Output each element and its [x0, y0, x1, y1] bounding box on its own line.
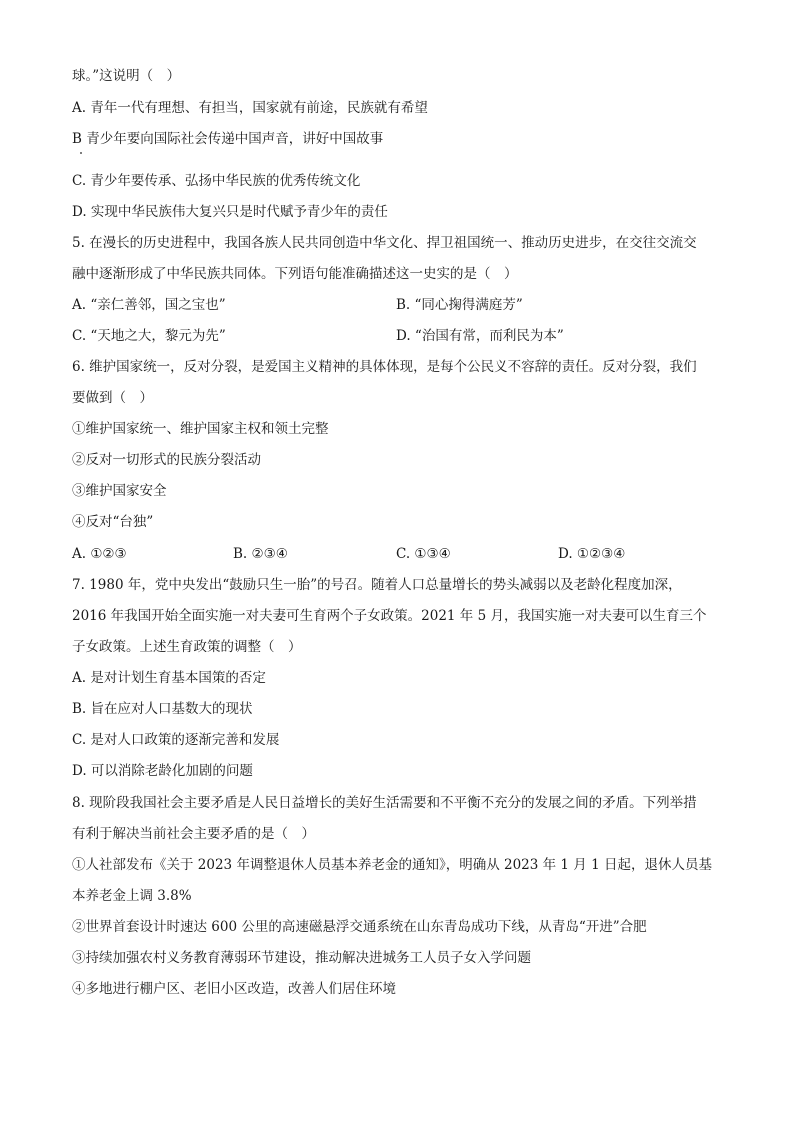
q8-item-1-line-2: 本养老金上调 3.8% — [72, 888, 192, 904]
q8-item-2: ②世界首套设计时速达 600 公里的高速磁悬浮交通系统在山东青岛成功下线，从青岛“开进”合肥 — [72, 919, 647, 935]
q6-option-c: C. ①③④ — [396, 546, 451, 562]
q5-stem-line-2: 融中逐渐形成了中华民族共同体。下列语句能准确描述这一史实的是（ ） — [72, 266, 518, 282]
q6-item-4: ④反对“台独” — [72, 514, 154, 530]
q7-stem-line-1: 7. 1980 年，党中央发出“鼓励只生一胎”的号召。随着人口总量增长的势头减弱以及老龄化程度加深， — [72, 577, 682, 593]
q6-item-3: ③维护国家安全 — [72, 483, 167, 499]
q7-stem-line-2: 2016 年我国开始全面实施一对夫妻可生育两个子女政策。2021 年 5 月，我国实施一对夫妻可以生育三个 — [72, 608, 707, 624]
q8-item-1-line-1: ①人社部发布《关于 2023 年调整退休人员基本养老金的通知》，明确从 2023 年 1 月 1 日起，退休人员基 — [72, 857, 712, 873]
q6-stem-line-2: 要做到（ ） — [72, 390, 153, 406]
q8-stem-line-2: 有利于解决当前社会主要矛盾的是（ ） — [72, 826, 315, 842]
q8-item-3: ③持续加强农村义务教育薄弱环节建设，推动解决进城务工人员子女入学问题 — [72, 950, 531, 966]
q4-option-b: B 青少年要向国际社会传递中国声音，讲好中国故事 — [72, 131, 384, 147]
q5-option-a: A. “亲仁善邻，国之宝也” — [72, 297, 226, 313]
q5-option-c: C. “天地之大，黎元为先” — [72, 328, 226, 344]
q4-option-c: C. 青少年要传承、弘扬中华民族的优秀传统文化 — [72, 173, 361, 189]
q8-stem-line-1: 8. 现阶段我国社会主要矛盾是人民日益增长的美好生活需要和不平衡不充分的发展之间的矛盾。下列举措 — [72, 795, 697, 811]
stray-dot-mark — [80, 152, 82, 154]
q5-option-b: B. “同心掬得满庭芳” — [396, 297, 523, 313]
q7-option-a: A. 是对计划生育基本国策的否定 — [72, 670, 266, 686]
q5-stem-line-1: 5. 在漫长的历史进程中，我国各族人民共同创造中华文化、捍卫祖国统一、推动历史进步，在交往交流交 — [72, 235, 697, 251]
q7-option-d: D. 可以消除老龄化加剧的问题 — [72, 763, 253, 779]
q6-option-d: D. ①②③④ — [558, 546, 626, 562]
q5-option-d: D. “治国有常，而利民为本” — [396, 328, 564, 344]
q6-option-a: A. ①②③ — [72, 546, 127, 562]
q4-option-d: D. 实现中华民族伟大复兴只是时代赋予青少年的责任 — [72, 204, 388, 220]
q4-option-a: A. 青年一代有理想、有担当，国家就有前途，民族就有希望 — [72, 100, 428, 116]
q6-item-1: ①维护国家统一、维护国家主权和领土完整 — [72, 421, 329, 437]
q6-item-2: ②反对一切形式的民族分裂活动 — [72, 452, 261, 468]
q6-stem-line-1: 6. 维护国家统一，反对分裂，是爱国主义精神的具体体现，是每个公民义不容辞的责任。反对分裂，我们 — [72, 359, 697, 375]
q4-stem-tail: 球。”这说明（ ） — [72, 68, 181, 84]
q8-item-4: ④多地进行棚户区、老旧小区改造，改善人们居住环境 — [72, 981, 396, 997]
q7-option-c: C. 是对人口政策的逐渐完善和发展 — [72, 732, 280, 748]
q7-option-b: B. 旨在应对人口基数大的现状 — [72, 701, 253, 717]
q7-stem-line-3: 子女政策。上述生育政策的调整（ ） — [72, 639, 302, 655]
q6-option-b: B. ②③④ — [233, 546, 288, 562]
